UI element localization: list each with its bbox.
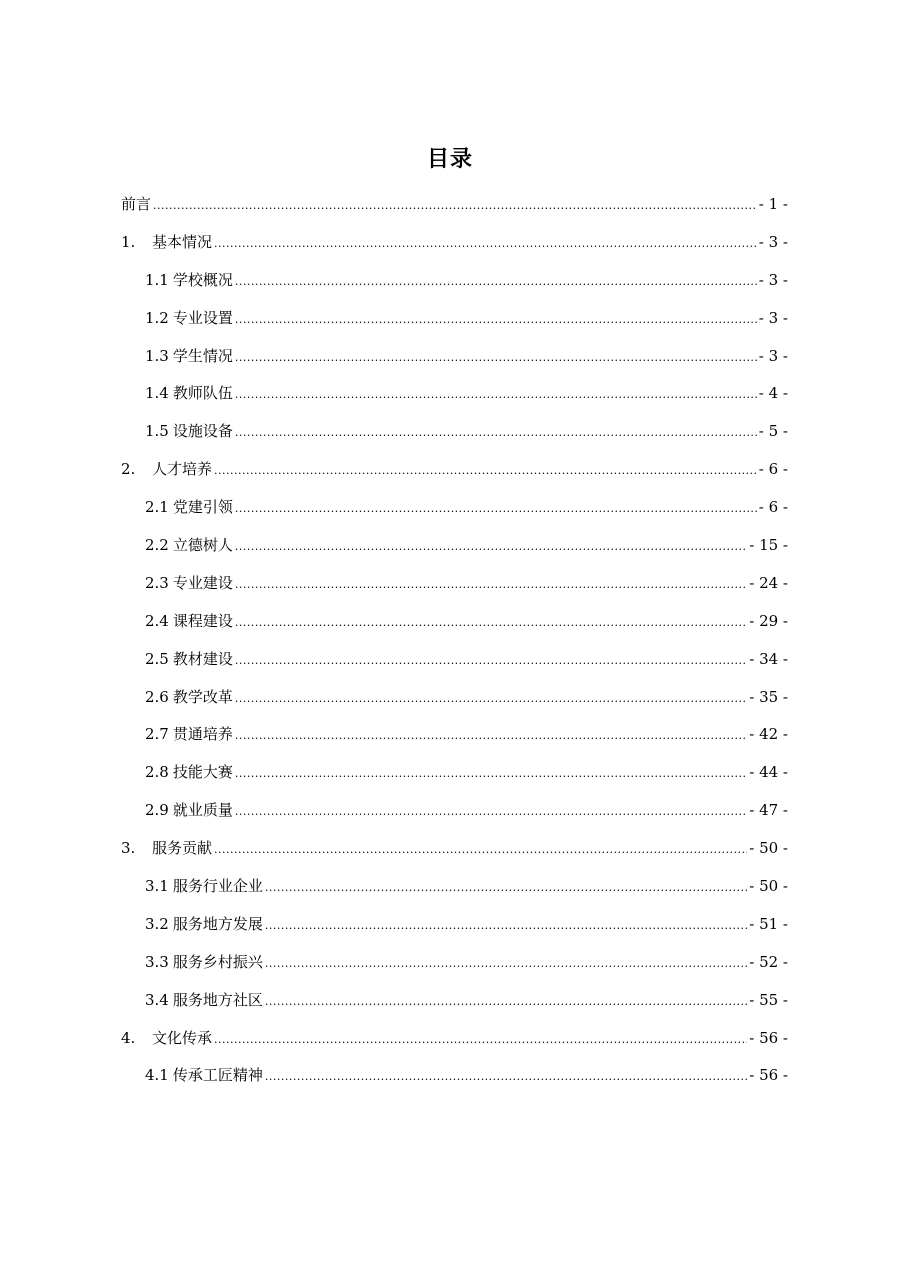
toc-entry-page: - 4 - <box>758 384 788 403</box>
toc-entry-page: - 6 - <box>758 498 788 517</box>
dot-leader <box>214 452 757 490</box>
toc-entry-page: - 34 - <box>749 649 788 668</box>
dot-leader <box>235 301 757 339</box>
toc-entry[interactable] <box>121 300 788 338</box>
toc-entry-label: 服务贡献 <box>152 839 213 858</box>
dot-leader <box>235 717 747 755</box>
toc-entry-number: 2.8 <box>145 763 169 782</box>
toc-entry-label: 专业建设 <box>172 573 233 592</box>
toc-entry-page: - 52 - <box>749 952 788 971</box>
toc-entry-label: 前言 <box>121 195 152 213</box>
toc-entry-label: 就业质量 <box>172 801 233 820</box>
dot-leader <box>235 339 757 377</box>
toc-entry-label: 立德树人 <box>172 536 233 555</box>
toc-entry-number: 2.6 <box>145 687 169 706</box>
dot-leader <box>235 604 747 642</box>
toc-entry-number: 2.7 <box>145 725 169 744</box>
toc-entry-label: 技能大赛 <box>172 763 233 782</box>
dot-leader <box>265 945 747 983</box>
toc-entry-number: 2.5 <box>145 649 169 668</box>
toc-entry-number: 3.4 <box>145 990 169 1009</box>
toc-entry-label: 教学改革 <box>172 687 233 706</box>
toc-entry-number: 3.2 <box>145 914 169 933</box>
toc-entry-number: 2.1 <box>145 498 169 517</box>
dot-leader <box>235 490 757 528</box>
toc-entry-page: - 3 - <box>758 308 788 327</box>
toc-entry[interactable] <box>121 338 788 376</box>
toc-entry[interactable] <box>121 679 788 717</box>
toc-entry-number: 1.1 <box>145 270 169 289</box>
toc-entry[interactable] <box>121 944 788 982</box>
toc-entry[interactable] <box>121 489 788 527</box>
dot-leader <box>153 187 757 225</box>
toc-entry-label: 学生情况 <box>172 346 233 365</box>
toc-entry-number: 1.2 <box>145 308 169 327</box>
toc-entry-page: - 56 - <box>749 1066 788 1085</box>
toc-entry-number: 2.3 <box>145 573 169 592</box>
toc-entry-number: 4.1 <box>145 1066 169 1085</box>
dot-leader <box>235 376 757 414</box>
toc-entry-label: 服务地方社区 <box>172 990 263 1009</box>
toc-entry-page: - 50 - <box>749 839 788 858</box>
dot-leader <box>265 983 747 1021</box>
toc-entry-label: 教师队伍 <box>172 384 233 403</box>
toc-entry-page: - 15 - <box>749 536 788 555</box>
toc-entry-label: 基本情况 <box>152 232 213 251</box>
toc-entry-label: 党建引领 <box>172 498 233 517</box>
toc-entry-page: - 29 - <box>749 611 788 630</box>
toc-entry[interactable] <box>121 375 788 413</box>
toc-entry[interactable] <box>121 641 788 679</box>
toc-entry-number: 3.3 <box>145 952 169 971</box>
toc-entry-page: - 42 - <box>749 725 788 744</box>
toc-entry[interactable] <box>121 982 788 1020</box>
dot-leader <box>214 1021 747 1059</box>
toc-entry-page: - 44 - <box>749 763 788 782</box>
toc-entry-page: - 24 - <box>749 573 788 592</box>
toc-entry-label: 服务地方发展 <box>172 914 263 933</box>
dot-leader <box>235 528 747 566</box>
toc-entry-label: 服务乡村振兴 <box>172 952 263 971</box>
toc-entry-label: 专业设置 <box>172 308 233 327</box>
toc-entry[interactable] <box>121 413 788 451</box>
toc-entry-number: 2.9 <box>145 801 169 820</box>
toc-entry-label: 文化传承 <box>152 1028 213 1047</box>
toc-entry-label: 学校概况 <box>172 270 233 289</box>
toc-entry[interactable] <box>121 224 788 262</box>
toc-entry[interactable] <box>121 1057 788 1095</box>
dot-leader <box>235 755 747 793</box>
toc-entry-page: - 47 - <box>749 801 788 820</box>
toc-entry-label: 贯通培养 <box>172 725 233 744</box>
toc-entry[interactable] <box>121 792 788 830</box>
dot-leader <box>265 1058 747 1096</box>
toc-entry-label: 服务行业企业 <box>172 877 263 896</box>
toc-entry[interactable] <box>121 262 788 300</box>
toc-entry-page: - 50 - <box>749 877 788 896</box>
toc-entry-label: 设施设备 <box>172 422 233 441</box>
toc-entry-page: - 5 - <box>758 422 788 441</box>
toc-entry-label: 教材建设 <box>172 649 233 668</box>
dot-leader <box>265 869 747 907</box>
toc-entry[interactable] <box>121 1020 788 1058</box>
dot-leader <box>235 642 747 680</box>
toc-entry-number: 1.5 <box>145 422 169 441</box>
toc-entry[interactable] <box>121 565 788 603</box>
toc-entry-number: 2. <box>121 460 136 479</box>
toc-entry-page: - 51 - <box>749 914 788 933</box>
toc-entry-page: - 1 - <box>758 195 788 213</box>
toc-entry[interactable] <box>121 868 788 906</box>
dot-leader <box>235 263 757 301</box>
toc-entry-page: - 3 - <box>758 346 788 365</box>
toc-entry[interactable] <box>121 451 788 489</box>
toc-entry[interactable] <box>121 830 788 868</box>
dot-leader <box>265 907 747 945</box>
toc-entry[interactable] <box>121 527 788 565</box>
toc-entry[interactable] <box>121 186 788 224</box>
toc-entry[interactable] <box>121 906 788 944</box>
table-of-contents <box>121 186 788 1095</box>
toc-entry[interactable] <box>121 603 788 641</box>
toc-entry-label: 课程建设 <box>172 611 233 630</box>
toc-entry-number: 1.4 <box>145 384 169 403</box>
dot-leader <box>235 680 747 718</box>
toc-entry-number: 2.2 <box>145 536 169 555</box>
toc-entry-number: 4. <box>121 1028 136 1047</box>
dot-leader <box>214 225 757 263</box>
toc-entry-page: - 3 - <box>758 232 788 251</box>
toc-entry-label: 人才培养 <box>152 460 213 479</box>
dot-leader <box>235 414 757 452</box>
toc-entry-page: - 6 - <box>758 460 788 479</box>
toc-entry-number: 2.4 <box>145 611 169 630</box>
toc-entry-page: - 55 - <box>749 990 788 1009</box>
dot-leader <box>235 566 747 604</box>
toc-entry-number: 1. <box>121 232 136 251</box>
toc-entry-page: - 35 - <box>749 687 788 706</box>
toc-entry-number: 1.3 <box>145 346 169 365</box>
dot-leader <box>235 793 747 831</box>
toc-entry-label: 传承工匠精神 <box>172 1066 263 1085</box>
toc-entry[interactable] <box>121 754 788 792</box>
toc-entry-number: 3. <box>121 839 136 858</box>
toc-entry-page: - 56 - <box>749 1028 788 1047</box>
dot-leader <box>214 831 747 869</box>
toc-entry-number: 3.1 <box>145 877 169 896</box>
toc-title: 目录 <box>426 147 473 172</box>
toc-entry[interactable] <box>121 716 788 754</box>
toc-entry-page: - 3 - <box>758 270 788 289</box>
